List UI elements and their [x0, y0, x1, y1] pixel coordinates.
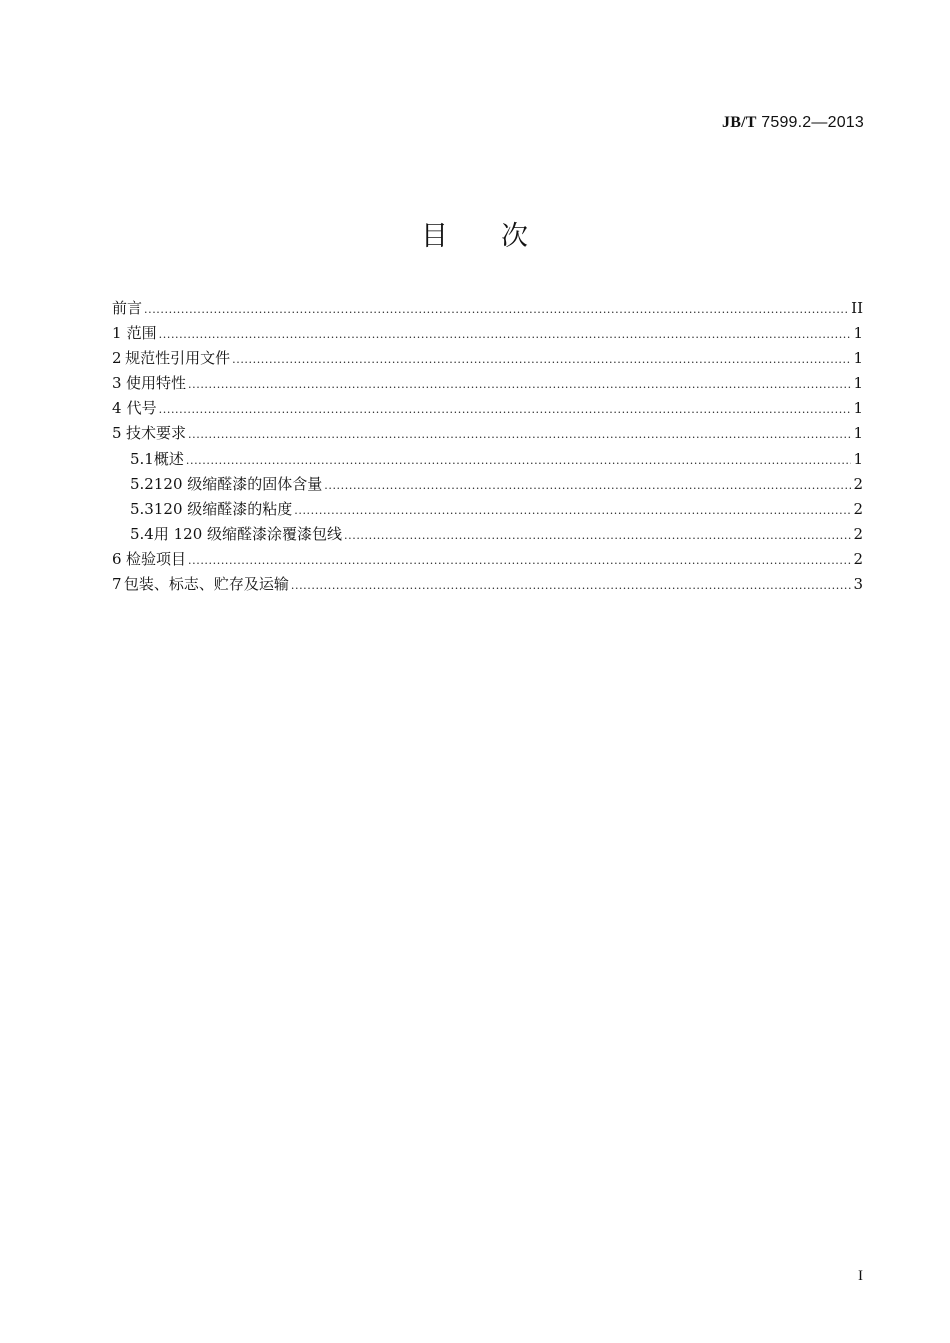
toc-entry-solid-content[interactable] [112, 472, 863, 497]
toc-entry-page: II [851, 299, 863, 317]
toc-entry-page: 1 [853, 324, 863, 343]
toc-entry-label: 前言 [112, 299, 143, 317]
toc-leader-dots [159, 397, 852, 422]
toc-entry-number: 2 [112, 349, 122, 368]
toc-leader-dots [144, 297, 849, 322]
toc-entry-foreword[interactable] [112, 296, 863, 321]
toc-leader-dots [186, 448, 852, 473]
toc-entry-number: 4 [112, 399, 122, 418]
toc-leader-dots [188, 422, 851, 447]
table-of-contents [112, 296, 863, 597]
toc-entry-usage-characteristics[interactable] [112, 371, 863, 396]
toc-title [0, 214, 950, 253]
toc-entry-label: 技术要求 [126, 424, 187, 443]
toc-entry-page: 2 [853, 549, 863, 568]
toc-entry-page: 2 [853, 524, 863, 543]
toc-title-right: 次 [501, 221, 529, 252]
toc-entry-page: 1 [853, 374, 863, 393]
toc-leader-dots [188, 372, 851, 397]
toc-entry-page: 1 [853, 349, 863, 368]
document-code-prefix: JB/T [722, 114, 757, 131]
toc-entry-inspection-items[interactable] [112, 547, 863, 572]
toc-entry-number: 3 [112, 374, 122, 393]
toc-entry-label: 规范性引用文件 [125, 349, 231, 368]
toc-title-left: 目 [421, 221, 449, 252]
toc-entry-packaging[interactable] [112, 572, 863, 597]
toc-leader-dots [291, 573, 852, 598]
toc-leader-dots [188, 548, 851, 573]
toc-entry-normative-references[interactable] [112, 346, 863, 371]
toc-entry-label: 检验项目 [126, 549, 187, 568]
document-code-number: 7599.2—2013 [761, 114, 864, 131]
toc-entry-number: 5 [112, 424, 122, 443]
toc-leader-dots [324, 473, 851, 498]
toc-entry-label: 概述 [153, 449, 184, 468]
toc-entry-number: 7 [112, 575, 122, 594]
toc-entry-page: 1 [853, 399, 863, 418]
toc-entry-number: 5.1 [130, 449, 154, 468]
toc-leader-dots [159, 322, 852, 347]
toc-entry-code[interactable] [112, 396, 863, 421]
toc-entry-number: 6 [112, 549, 122, 568]
toc-entry-viscosity[interactable] [112, 497, 863, 522]
toc-leader-dots [294, 498, 851, 523]
page-number: I [858, 1268, 863, 1284]
toc-entry-number: 1 [112, 324, 122, 343]
toc-entry-label: 120 级缩醛漆的粘度 [153, 499, 293, 518]
toc-entry-page: 2 [853, 499, 863, 518]
toc-entry-page: 1 [853, 449, 863, 468]
toc-leader-dots [344, 523, 851, 548]
document-code [722, 114, 864, 132]
toc-entry-page: 1 [853, 424, 863, 443]
toc-entry-scope[interactable] [112, 321, 863, 346]
toc-entry-label: 代号 [126, 399, 157, 418]
toc-entry-page: 3 [853, 575, 863, 594]
toc-entry-label: 120 级缩醛漆的固体含量 [153, 474, 323, 493]
toc-entry-label: 用 120 级缩醛漆涂覆漆包线 [153, 524, 343, 543]
toc-entry-number: 5.2 [130, 474, 154, 493]
toc-entry-enamelled-wire[interactable] [112, 522, 863, 547]
toc-leader-dots [232, 347, 851, 372]
toc-entry-number: 5.3 [130, 499, 154, 518]
toc-entry-label: 包装、标志、贮存及运输 [123, 575, 289, 594]
toc-entry-technical-requirements[interactable] [112, 421, 863, 446]
toc-entry-page: 2 [853, 474, 863, 493]
toc-entry-overview[interactable] [112, 447, 863, 472]
toc-entry-label: 范围 [126, 324, 157, 343]
toc-entry-label: 使用特性 [126, 374, 187, 393]
toc-entry-number: 5.4 [130, 524, 154, 543]
